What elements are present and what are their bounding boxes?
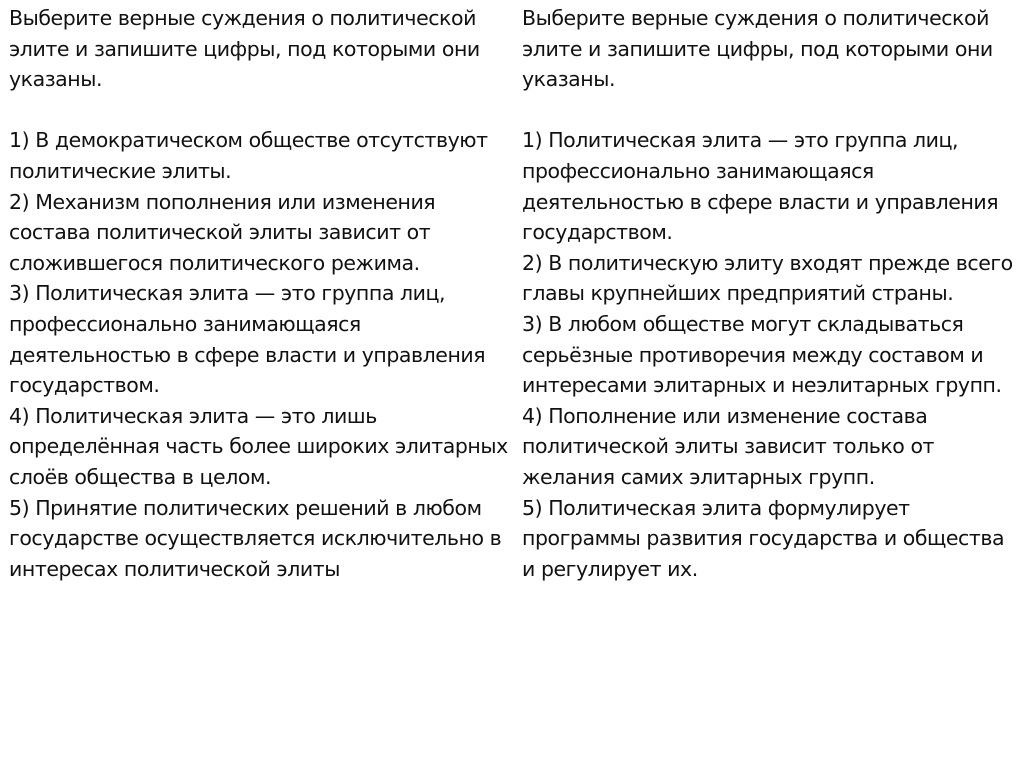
statement-text: В любом обществе могут складываться серьёзные противоречия между составом и интересами элитарных и неэлитарных групп. <box>522 311 1002 398</box>
right-statement-list <box>522 125 1018 584</box>
right-question-column <box>522 3 1018 584</box>
statement-number: 4) <box>522 403 543 428</box>
statement-text: Принятие политических решений в любом государстве осуществляется исключительно в интересах политической элиты <box>9 495 502 581</box>
statement-number: 2) <box>522 250 543 275</box>
statement-text: Политическая элита — это лишь определённая часть более широких элитарных слоёв общества в целом. <box>9 403 508 489</box>
left-statement-list <box>9 125 509 584</box>
right-statement-4 <box>522 401 1018 493</box>
left-statement-2 <box>9 187 509 279</box>
left-statement-5 <box>9 493 509 585</box>
right-statement-1 <box>522 125 1018 247</box>
statement-text: Политическая элита — это группа лиц, профессионально занимающаяся деятельностью в сфере власти и управления государством. <box>522 128 999 245</box>
right-statement-3 <box>522 309 1018 401</box>
left-statement-1 <box>9 125 509 186</box>
left-spacer <box>9 95 509 126</box>
statement-number: 2) <box>9 189 30 214</box>
statement-number: 4) <box>9 403 30 428</box>
right-spacer <box>522 95 1018 126</box>
statement-text: Пополнение или изменение состава политической элиты зависит только от желания самих элитарных групп. <box>522 403 935 489</box>
statement-number: 1) <box>9 128 30 153</box>
left-statement-4 <box>9 401 509 493</box>
statement-number: 5) <box>9 495 30 520</box>
left-question-column <box>9 3 509 584</box>
statement-text: Политическая элита — это группа лиц, профессионально занимающаяся деятельностью в сфере власти и управления государством. <box>9 281 486 398</box>
left-question-prompt: Выберите верные суждения о политической элите и запишите цифры, под которыми они указаны. <box>9 6 480 92</box>
statement-text: В политическую элиту входят прежде всего главы крупнейших предприятий страны. <box>522 250 1013 306</box>
statement-number: 3) <box>9 281 30 306</box>
statement-number: 1) <box>522 128 543 153</box>
right-statement-2 <box>522 248 1018 309</box>
statement-number: 5) <box>522 495 543 520</box>
statement-text: Механизм пополнения или изменения состава политической элиты зависит от сложившегося политического режима. <box>9 189 436 275</box>
statement-text: Политическая элита формулирует программы развития государства и общества и регулирует их. <box>522 495 1005 581</box>
statement-text: В демократическом обществе отсутствуют политические элиты. <box>9 128 488 183</box>
statement-number: 3) <box>522 311 543 336</box>
right-question-prompt: Выберите верные суждения о политической элите и запишите цифры, под которыми они указаны. <box>522 6 993 92</box>
right-statement-5 <box>522 493 1018 585</box>
left-statement-3 <box>9 278 509 400</box>
